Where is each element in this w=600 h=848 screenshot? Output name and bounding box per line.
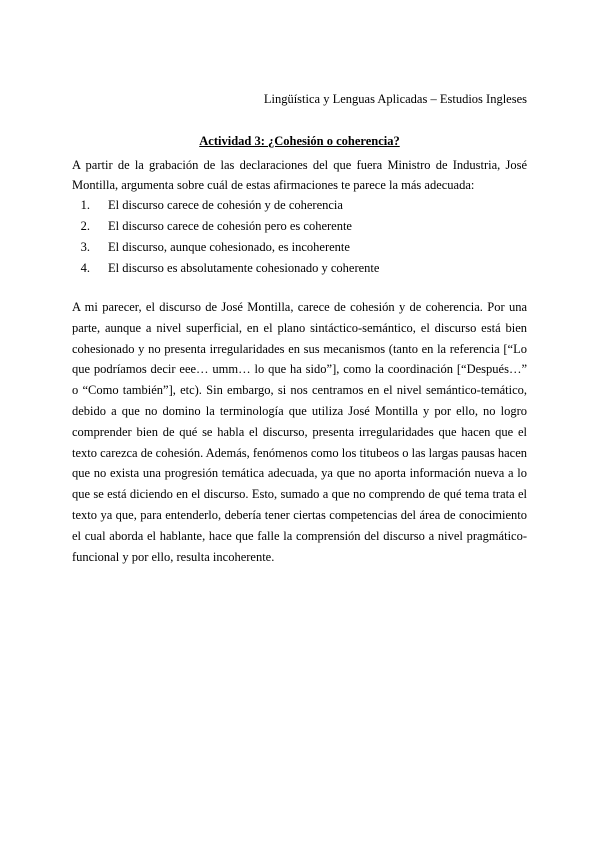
list-item-text: El discurso carece de cohesión y de coherencia <box>108 198 343 212</box>
list-number: 1. <box>80 198 90 212</box>
list-item-text: El discurso, aunque cohesionado, es incoherente <box>108 240 350 254</box>
answer-paragraph: A mi parecer, el discurso de José Montilla, carece de cohesión y de coherencia. Por una parte, aunque a nivel superficial, en el plano sintáctico-semántico, el discurso está bien cohesionado y no presenta irregularidades en sus mecanismos (tanto en la referencia [“Lo que podríamos decir eee… umm… lo que ha sido”], como la coordinación [“Después…” o “Como también”], etc). Sin embargo, si nos centramos en el nivel semántico-temático, debido a que no domino la terminología que utiliza José Montilla y por ello, no logro comprender bien de qué se habla el discurso, presenta irregularidades que hacen que el texto carezca de cohesión. Además, fenómenos como los titubeos o las largas pausas hacen que no exista una progresión temática adecuada, ya que no aporta información nueva a lo que se está diciendo en el discurso. Esto, sumado a que no comprendo de qué tema trata el texto ya que, para entenderlo, debería tener ciertas competencias del área de conocimiento el cual aborda el hablante, hace que falle la comprensión del discurso a nivel pragmático-funcional y por ello, resulta incoherente. <box>72 300 527 564</box>
options-list <box>72 196 379 280</box>
list-item <box>72 259 379 280</box>
list-number: 4. <box>80 261 90 275</box>
page-header: Lingüística y Lenguas Aplicadas – Estudios Ingleses <box>263 92 527 106</box>
list-item <box>72 238 379 259</box>
activity-title: Actividad 3: ¿Cohesión o coherencia? <box>199 134 400 148</box>
list-item-text: El discurso carece de cohesión pero es coherente <box>108 219 352 233</box>
list-item-text: El discurso es absolutamente cohesionado y coherente <box>108 261 380 275</box>
list-item <box>72 196 379 217</box>
list-number: 2. <box>80 219 90 233</box>
activity-intro: A partir de la grabación de las declaraciones del que fuera Ministro de Industria, José Montilla, argumenta sobre cuál de estas afirmaciones te parece la más adecuada: <box>72 158 527 192</box>
list-number: 3. <box>80 240 90 254</box>
list-item <box>72 217 379 238</box>
